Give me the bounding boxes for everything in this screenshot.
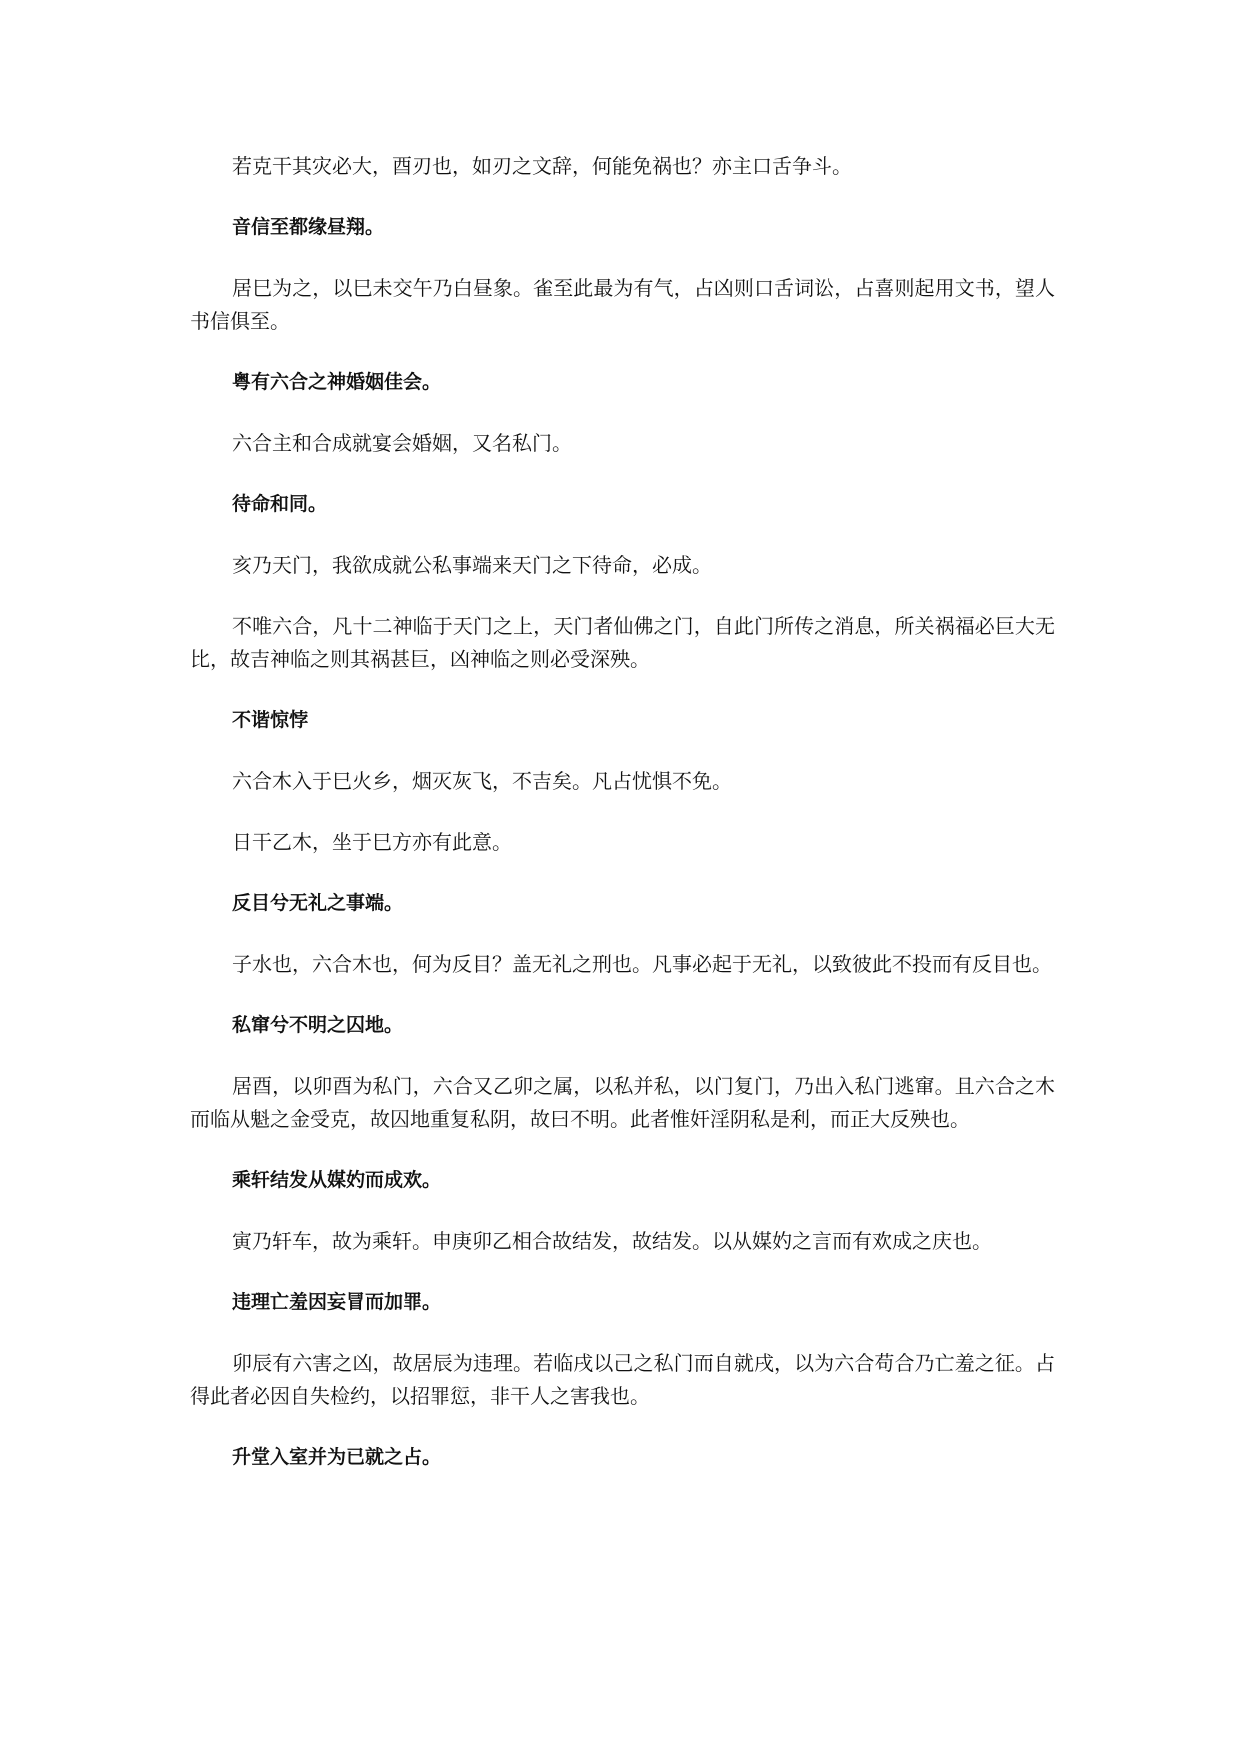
paragraph: 若克干其灾必大，酉刃也，如刃之文辞，何能免祸也？亦主口舌争斗。 xyxy=(232,154,852,178)
paragraph: 寅乃轩车，故为乘轩。申庚卯乙相合故结发，故结发。以从媒妁之言而有欢成之庆也。 xyxy=(232,1229,992,1253)
section-heading: 不谐惊悖 xyxy=(232,709,309,731)
document-page xyxy=(190,150,1055,1502)
paragraph: 日干乙木，坐于巳方亦有此意。 xyxy=(232,830,512,854)
section-heading: 乘轩结发从媒妁而成欢。 xyxy=(232,1169,442,1191)
paragraph: 居巳为之，以巳未交午乃白昼象。雀至此最为有气，占凶则口舌词讼，占喜则起用文书，望人书信俱至。 xyxy=(190,276,1055,333)
section-heading: 违理亡羞因妄冒而加罪。 xyxy=(232,1291,442,1313)
section-heading: 反目兮无礼之事端。 xyxy=(232,892,404,914)
paragraph: 六合主和合成就宴会婚姻，又名私门。 xyxy=(232,431,572,455)
section-heading: 粤有六合之神婚姻佳会。 xyxy=(232,371,442,393)
section-heading: 私窜兮不明之囚地。 xyxy=(232,1014,404,1036)
paragraph: 六合木入于巳火乡，烟灭灰飞，不吉矣。凡占忧惧不免。 xyxy=(232,769,732,793)
paragraph: 不唯六合，凡十二神临于天门之上，天门者仙佛之门，自此门所传之消息，所关祸福必巨大无比，故吉神临之则其祸甚巨，凶神临之则必受深殃。 xyxy=(190,614,1055,671)
paragraph: 卯辰有六害之凶，故居辰为违理。若临戌以己之私门而自就戌，以为六合苟合乃亡羞之征。占得此者必因自失检约，以招罪愆，非干人之害我也。 xyxy=(190,1351,1055,1408)
section-heading: 音信至都缘昼翔。 xyxy=(232,216,385,238)
paragraph: 亥乃天门，我欲成就公私事端来天门之下待命，必成。 xyxy=(232,553,712,577)
paragraph: 居酉，以卯酉为私门，六合又乙卯之属，以私并私，以门复门，乃出入私门逃窜。且六合之木而临从魁之金受克，故囚地重复私阴，故曰不明。此者惟奸淫阴私是利，而正大反殃也。 xyxy=(190,1074,1055,1131)
paragraph: 子水也，六合木也，何为反目？盖无礼之刑也。凡事必起于无礼，以致彼此不投而有反目也。 xyxy=(232,952,1052,976)
section-heading: 升堂入室并为已就之占。 xyxy=(232,1446,442,1468)
section-heading: 待命和同。 xyxy=(232,493,328,515)
